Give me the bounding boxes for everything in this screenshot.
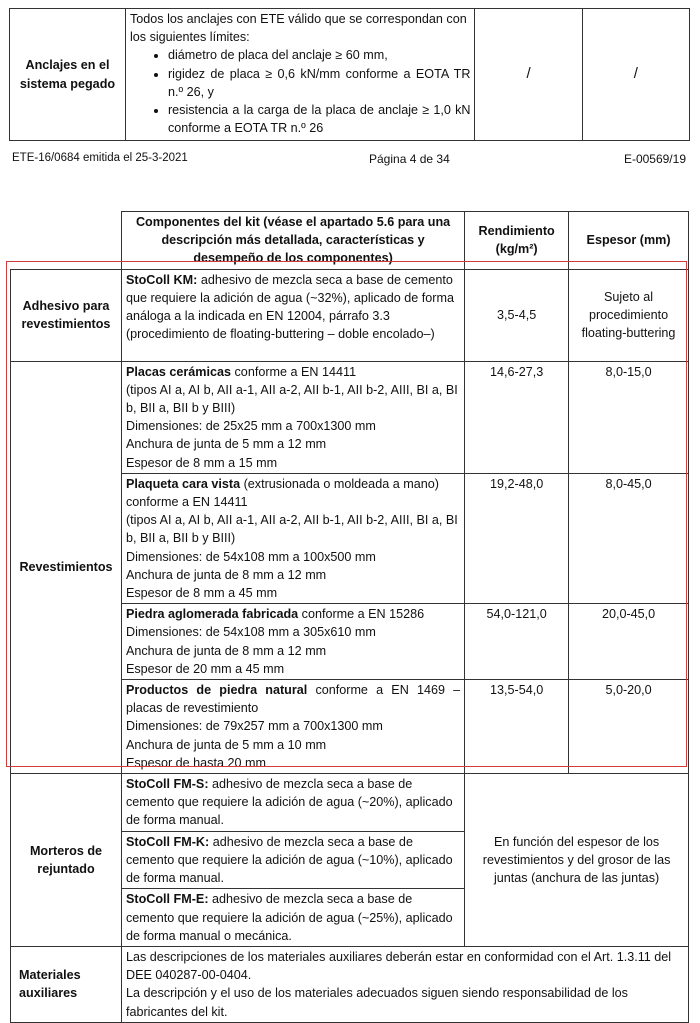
cladding-line: conforme a EN 15286	[298, 607, 425, 622]
grout-item	[121, 889, 464, 947]
cladding-line: conforme a EN 1469 – placas de revestimiento	[125, 683, 461, 716]
grout-text: adhesivo de mezcla seca a base de cemento que requiere la adición de agua (~25%), aplicado de forma manual o mecánica.	[125, 892, 453, 943]
cladding-line: (tipos AI a, AI b, AII a-1, AII a-2, AII b-1, AII b-2, AIII, BI a, BI b, BII a, BII b y BIII)	[125, 382, 458, 416]
auxiliary-label: Materiales auxiliares	[11, 946, 122, 1022]
cladding-line: Espesor de 20 mm a 45 mm	[125, 661, 285, 676]
claddings-label: Revestimientos	[11, 361, 122, 773]
cladding-line: Dimensiones: de 79x257 mm a 700x1300 mm	[125, 719, 383, 734]
grout-name: StoColl FM-E:	[125, 892, 209, 907]
cladding-line: Dimensiones: de 54x108 mm a 305x610 mm	[125, 625, 376, 640]
grout-text: adhesivo de mezcla seca a base de cemento que requiere la adición de agua (~10%), aplicado de forma manual.	[125, 834, 453, 886]
auxiliary-line: La descripción y el uso de los materiales adecuados siguen siendo responsabilidad de los fabricantes del kit.	[125, 986, 628, 1019]
grout-name: StoColl FM-K:	[125, 834, 210, 849]
footer-page-number: Página 4 de 34	[369, 152, 450, 166]
adhesive-text: adhesivo de mezcla seca a base de cemento que requiere la adición de agua (~32%), aplicado de forma análoga a la indicada en EN 12004, párrafo 3.3 (procedimiento de floating-buttering – doble encolado–)	[125, 272, 454, 342]
cladding-line: Dimensiones: de 25x25 mm a 700x1300 mm	[125, 419, 376, 434]
header-thickness: Espesor (mm)	[569, 212, 689, 270]
cladding-line: Espesor de hasta 20 mm	[125, 755, 266, 770]
cladding-item	[121, 680, 464, 774]
header-yield: Rendimiento (kg/m²)	[465, 212, 569, 270]
anchors-yield: /	[475, 9, 582, 141]
anchors-thickness: /	[582, 9, 689, 141]
cladding-thickness: 20,0-45,0	[569, 604, 689, 680]
cladding-line: conforme a EN 14411	[231, 364, 357, 379]
cladding-yield: 13,5-54,0	[465, 680, 569, 774]
cladding-line: Espesor de 8 mm a 15 mm	[125, 455, 278, 470]
cladding-name: Productos de piedra natural	[125, 683, 308, 698]
cladding-line: Espesor de 8 mm a 45 mm	[125, 586, 278, 601]
cladding-line: Anchura de junta de 8 mm a 12 mm	[125, 643, 327, 658]
footer-document-id: ETE-16/0684 emitida el 25-3-2021	[12, 152, 188, 164]
grout-item	[121, 774, 464, 832]
cladding-thickness: 8,0-15,0	[569, 361, 689, 473]
anchors-label: Anclajes en el sistema pegado	[10, 9, 126, 141]
grout-note: En función del espesor de los revestimientos y del grosor de las juntas (anchura de las juntas)	[465, 774, 689, 947]
grout-item	[121, 831, 464, 889]
cladding-name: Piedra aglomerada fabricada	[125, 607, 299, 622]
cladding-line: Dimensiones: de 54x108 mm a 100x500 mm	[125, 549, 376, 564]
cladding-yield: 54,0-121,0	[465, 604, 569, 680]
grout-name: StoColl FM-S:	[125, 777, 209, 792]
grout-text: adhesivo de mezcla seca a base de cemento que requiere la adición de agua (~20%), aplicado de forma manual.	[125, 777, 453, 828]
header-empty-cell	[11, 212, 122, 270]
anchors-bullet: • resistencia a la carga de la placa de anclaje ≥ 1,0 kN conforme a EOTA TR n.º 26	[168, 101, 471, 137]
cladding-item	[121, 604, 464, 680]
cladding-line: (extrusionada o moldeada a mano) conforme a EN 14411	[125, 476, 439, 510]
adhesive-label: Adhesivo para revestimientos	[11, 269, 122, 361]
cladding-line: Anchura de junta de 8 mm a 12 mm	[125, 567, 327, 582]
cladding-line: Anchura de junta de 5 mm a 10 mm	[125, 737, 327, 752]
footer-reference: E-00569/19	[623, 152, 686, 166]
cladding-yield: 19,2-48,0	[465, 473, 569, 603]
cladding-line: Anchura de junta de 5 mm a 12 mm	[125, 437, 327, 452]
cladding-name: Plaqueta cara vista	[125, 476, 241, 491]
auxiliary-line: Las descripciones de los materiales auxiliares deberán estar en conformidad con el Art. 1.3.11 del DEE 040287-00-0404.	[125, 949, 672, 983]
adhesive-thickness: Sujeto al procedimiento floating-buttering	[569, 269, 689, 361]
adhesive-name: StoColl KM:	[125, 272, 198, 287]
adhesive-yield: 3,5-4,5	[465, 269, 569, 361]
cladding-line: (tipos AI a, AI b, AII a-1, AII a-2, AII b-1, AII b-2, AIII, BI a, BI b, BII a, BII b y BIII)	[125, 513, 458, 546]
header-components: Componentes del kit (véase el apartado 5.6 para una descripción más detallada, características y desempeño de los componentes)	[121, 212, 464, 270]
anchors-bullet: • rigidez de placa ≥ 0,6 kN/mm conforme a EOTA TR n.º 26, y	[168, 65, 471, 101]
anchors-bullet-list	[130, 46, 471, 137]
anchors-description	[125, 9, 475, 141]
cladding-item	[121, 473, 464, 603]
cladding-item	[121, 361, 464, 473]
cladding-name: Placas cerámicas	[125, 364, 232, 379]
grout-label: Morteros de rejuntado	[11, 774, 122, 947]
cladding-thickness: 8,0-45,0	[569, 473, 689, 603]
cladding-thickness: 5,0-20,0	[569, 680, 689, 774]
anchors-bullet: • diámetro de placa del anclaje ≥ 60 mm,	[168, 46, 471, 64]
cladding-yield: 14,6-27,3	[465, 361, 569, 473]
components-table	[10, 211, 689, 1023]
adhesive-description	[121, 269, 464, 361]
anchors-table	[9, 8, 690, 141]
anchors-intro: Todos los anclajes con ETE válido que se correspondan con los siguientes límites:	[129, 12, 467, 45]
